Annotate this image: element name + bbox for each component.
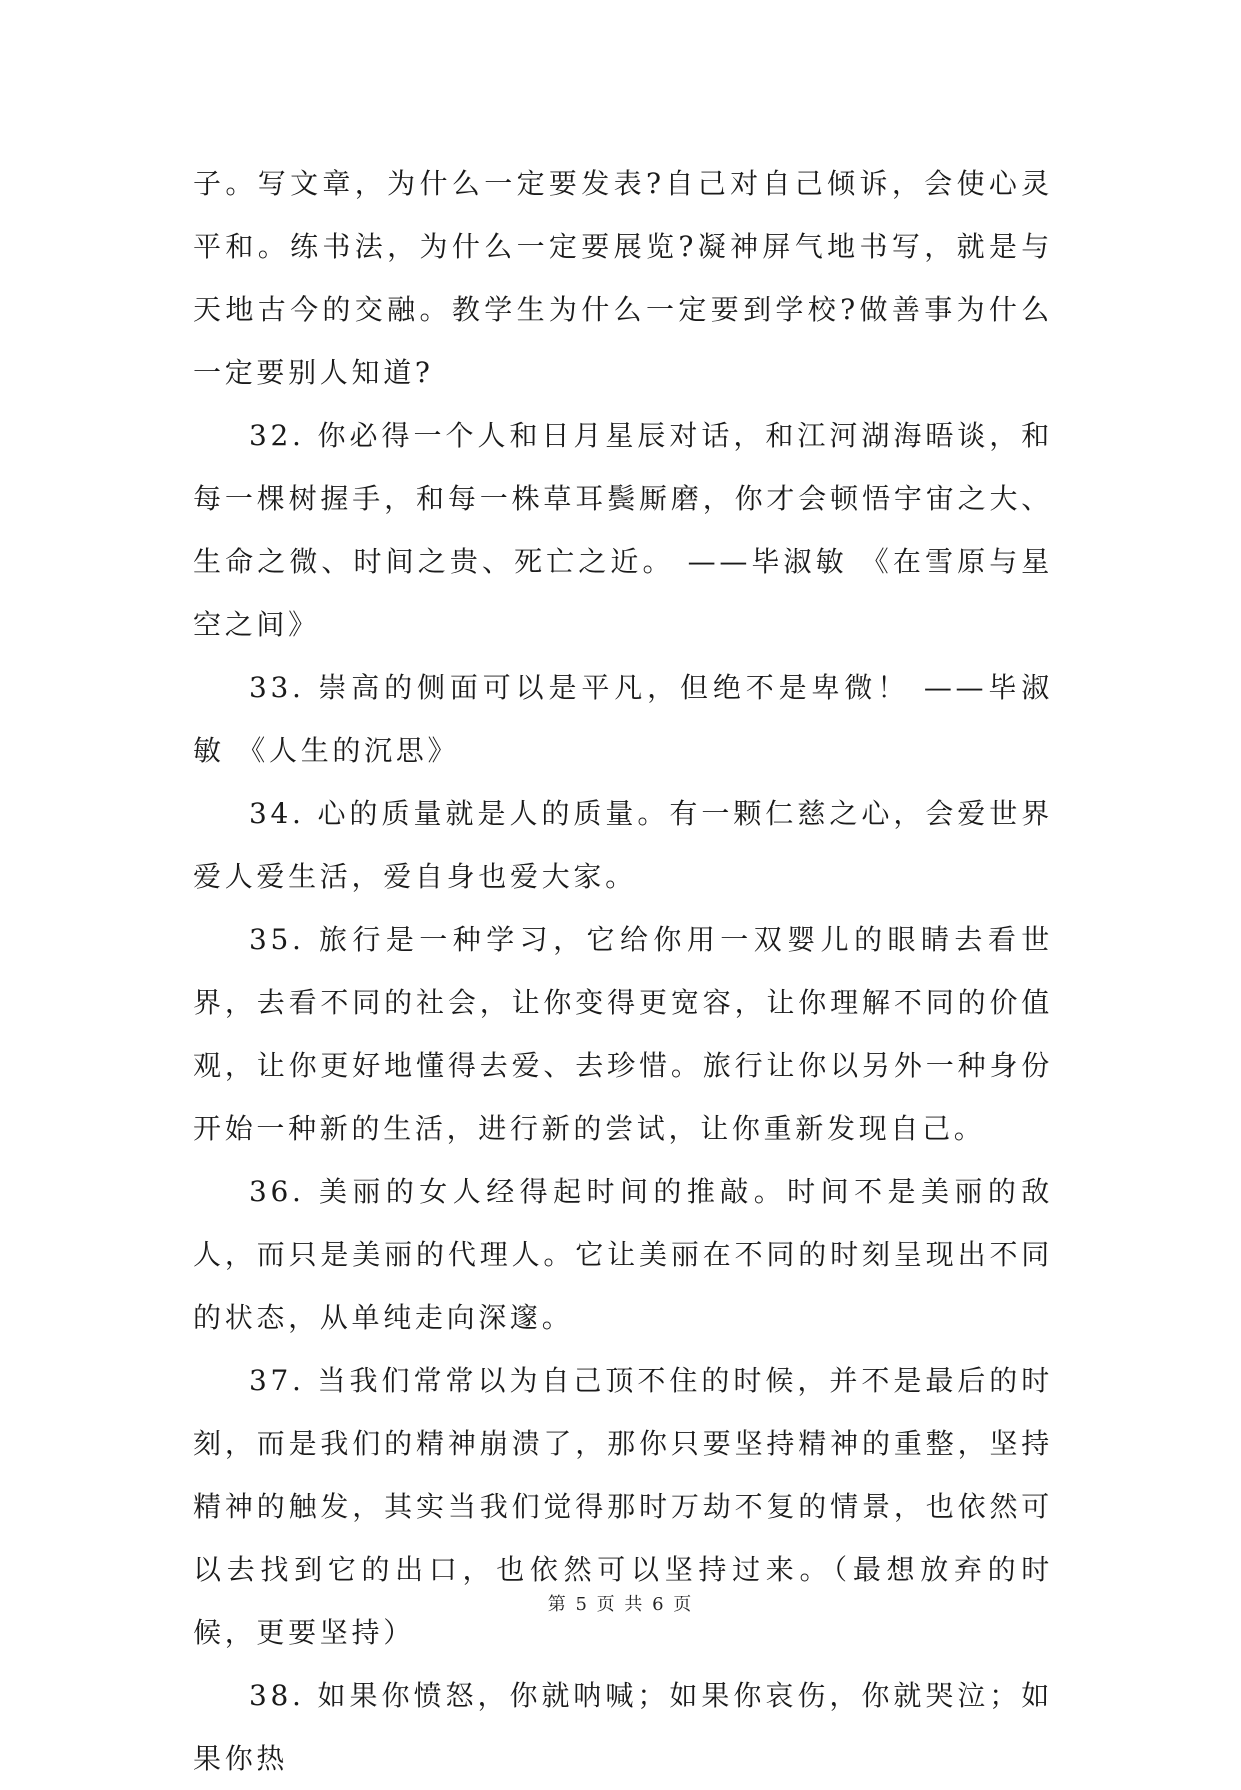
paragraph-continued: 子。写文章，为什么一定要发表?自己对自己倾诉，会使心灵平和。练书法，为什么一定要展览?凝神屏气地书写，就是与天地古今的交融。教学生为什么一定要到学校?做善事为什么一定要别人知道? [193, 167, 1053, 389]
paragraph-quote-38: 38. 如果你愤怒，你就呐喊；如果你哀伤，你就哭泣；如果你热 [193, 1679, 1053, 1775]
paragraph-quote-34: 34. 心的质量就是人的质量。有一颗仁慈之心，会爱世界爱人爱生活，爱自身也爱大家。 [193, 797, 1053, 893]
paragraph-quote-33: 33. 崇高的侧面可以是平凡，但绝不是卑微！ ——毕淑敏 《人生的沉思》 [193, 671, 1053, 767]
paragraph-quote-32: 32. 你必得一个人和日月星辰对话，和江河湖海晤谈，和每一棵树握手，和每一株草耳鬓厮磨，你才会顿悟宇宙之大、生命之微、时间之贵、死亡之近。 ——毕淑敏 《在雪原与星空之间》 [193, 419, 1053, 641]
paragraph-quote-37: 37. 当我们常常以为自己顶不住的时候，并不是最后的时刻，而是我们的精神崩溃了，那你只要坚持精神的重整，坚持精神的触发，其实当我们觉得那时万劫不复的情景，也依然可以去找到它的出口，也依然可以坚持过来。（最想放弃的时候，更要坚持） [193, 1364, 1053, 1649]
page-number-footer: 第 5 页 共 6 页 [547, 1594, 694, 1615]
paragraph-quote-35: 35. 旅行是一种学习，它给你用一双婴儿的眼睛去看世界，去看不同的社会，让你变得更宽容，让你理解不同的价值观，让你更好地懂得去爱、去珍惜。旅行让你以另外一种身份开始一种新的生活，进行新的尝试，让你重新发现自己。 [193, 923, 1053, 1145]
document-body [193, 152, 1053, 1790]
paragraph-quote-36: 36. 美丽的女人经得起时间的推敲。时间不是美丽的敌人，而只是美丽的代理人。它让美丽在不同的时刻呈现出不同的状态，从单纯走向深邃。 [193, 1175, 1053, 1334]
